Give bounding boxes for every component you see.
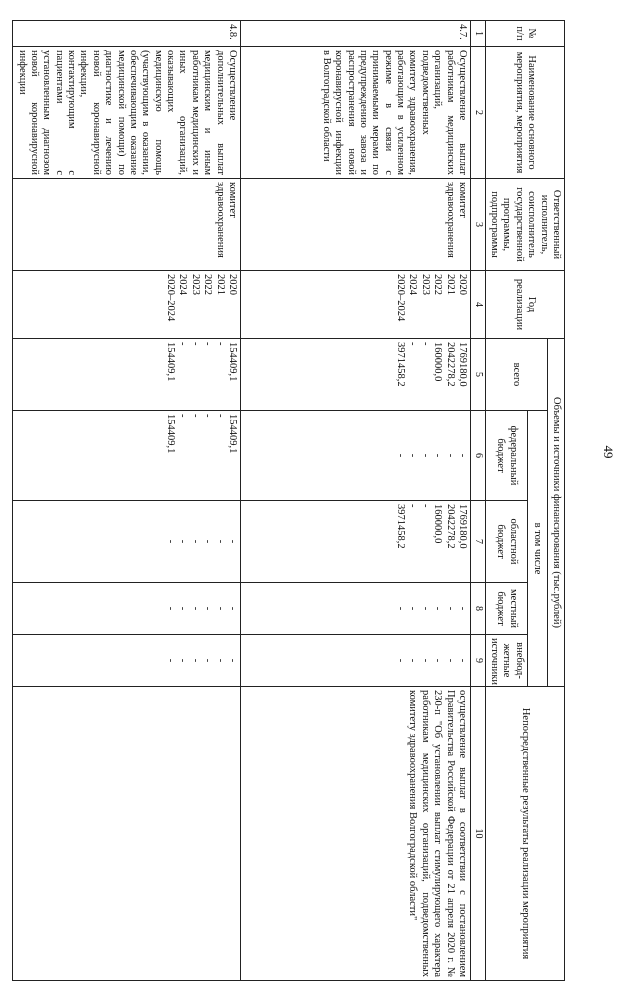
column-number-row bbox=[470, 21, 485, 981]
header-funding-group: Объемы и источники финансирования (тыс.рублей) bbox=[547, 339, 564, 687]
federal-values: - - - - - - bbox=[240, 411, 470, 501]
header-name: Наименование основного мероприятия, мероприятия bbox=[485, 47, 564, 179]
col-number: 3 bbox=[470, 179, 485, 271]
extra-values: - - - - - - bbox=[240, 635, 470, 687]
col-number: 8 bbox=[470, 583, 485, 635]
header-local: местный бюджет bbox=[485, 583, 527, 635]
header-num: № п/п bbox=[485, 21, 564, 47]
col-number: 5 bbox=[470, 339, 485, 411]
results-text bbox=[13, 687, 241, 981]
header-regional: областной бюджет bbox=[485, 501, 527, 583]
responsible-executor: комитет здравоохранения bbox=[240, 179, 470, 271]
local-values: - - - - - - bbox=[240, 583, 470, 635]
header-total: всего bbox=[485, 339, 547, 411]
col-number: 7 bbox=[470, 501, 485, 583]
col-number: 10 bbox=[470, 687, 485, 981]
regional-values: - - - - - - bbox=[13, 501, 241, 583]
col-number: 4 bbox=[470, 271, 485, 339]
financing-table bbox=[12, 20, 565, 981]
years-list: 2020 2021 2022 2023 2024 2020–2024 bbox=[13, 271, 241, 339]
header-extra: внебюд-жетные источники bbox=[485, 635, 527, 687]
federal-values: 154409,1 - - - - 154409,1 bbox=[13, 411, 241, 501]
total-values: 1769180,0 2042278,2 160000,0 - - 3971458,2 bbox=[240, 339, 470, 411]
years-list: 2020 2021 2022 2023 2024 2020–2024 bbox=[240, 271, 470, 339]
col-number: 1 bbox=[470, 21, 485, 47]
extra-values: - - - - - - bbox=[13, 635, 241, 687]
header-results: Непосредственные результаты реализации мероприятия bbox=[485, 687, 564, 981]
responsible-executor: комитет здравоохранения bbox=[13, 179, 241, 271]
local-values: - - - - - - bbox=[13, 583, 241, 635]
table-row bbox=[240, 21, 470, 981]
activity-name: Осуществление выплат работникам медицинских организаций, подведомственных комитету здравоохранения, работающим в усиленном режиме в связи с принимаемыми мерами по предупреждению завоза и распространения новой коронавирусной инфекции в Волгоградской области bbox=[240, 47, 470, 179]
col-number: 9 bbox=[470, 635, 485, 687]
results-text: осуществление выплат в соответствии с постановлением Правительства Российской Федерации от 21 апреля 2020 г. № 230-п "Об установлении выплат стимулирующего характера работникам медицинских организаций, подведомственных комитету здравоохранения Волгоградской области" bbox=[240, 687, 470, 981]
col-number: 2 bbox=[470, 47, 485, 179]
col-number: 6 bbox=[470, 411, 485, 501]
regional-values: 1769180,0 2042278,2 160000,0 - - 3971458,2 bbox=[240, 501, 470, 583]
header-responsible: Ответственный исполнитель, соисполнитель государственной программы, подпрограммы bbox=[485, 179, 564, 271]
header-year: Год реализации bbox=[485, 271, 564, 339]
row-number: 4.8. bbox=[13, 21, 241, 47]
activity-name: Осуществление дополнительных выплат медицинским и иным работникам медицинских и иных организаций, оказывающих медицинскую помощь (участвующим в оказании, обеспечивающим оказание медицинской помощи) по диагностике и лечению новой коронавирусной инфекции, контактирующим с пациентами с установленным диагнозом новой коронавирусной инфекции bbox=[13, 47, 241, 179]
header-federal: федеральный бюджет bbox=[485, 411, 527, 501]
financing-table-sheet bbox=[16, 20, 565, 978]
header-including: в том числе bbox=[527, 411, 547, 687]
total-values: 154409,1 - - - - 154409,1 bbox=[13, 339, 241, 411]
row-number: 4.7. bbox=[240, 21, 470, 47]
page-number: 49 bbox=[601, 445, 616, 459]
table-row bbox=[13, 21, 241, 981]
